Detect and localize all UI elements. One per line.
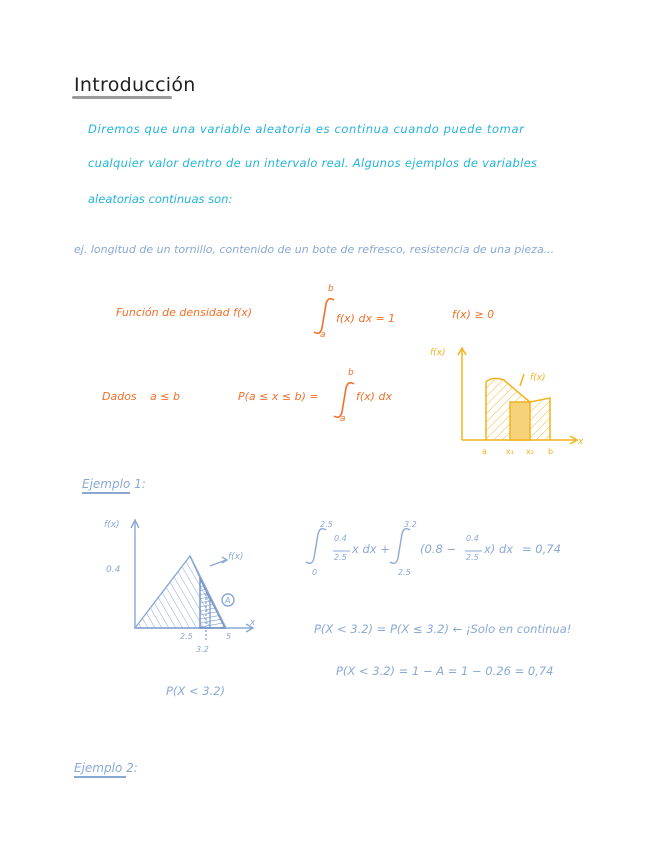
ex1-graph-curve-label: f(x) <box>228 552 244 562</box>
ex1-graph-xtick-3: 5 <box>226 632 232 641</box>
ex1-int2-lower: 2.5 <box>398 568 411 577</box>
density-graph <box>458 348 577 444</box>
ex1-graph-ylabel: f(x) <box>104 520 120 530</box>
density-condition: f(x) ≥ 0 <box>452 308 495 321</box>
ex1-int1-num: 0.4 <box>334 534 347 543</box>
given-upper-limit: b <box>348 368 354 378</box>
intro-line-3: aleatorias continuas son: <box>88 192 233 206</box>
density-lower-limit: a <box>320 330 326 340</box>
density-integral-sign <box>314 299 334 334</box>
ex1-int2-sign <box>390 529 410 564</box>
given-prob-lhs: P(a ≤ x ≤ b) = <box>238 390 319 403</box>
density-graph-tick-a: a <box>482 447 487 456</box>
density-graph-tick-x1: x₁ <box>506 447 514 456</box>
ex1-int1-lower: 0 <box>312 568 318 577</box>
ex1-int2-den: 2.5 <box>466 553 479 562</box>
given-label: Dados <box>102 390 137 403</box>
density-graph-tick-x2: x₂ <box>526 447 534 456</box>
density-graph-tick-b: b <box>548 447 554 456</box>
given-integral-expr: f(x) dx <box>356 390 392 403</box>
intro-line-1: Diremos que una variable aleatoria es continua cuando puede tomar <box>88 122 525 136</box>
ex1-int1-den: 2.5 <box>334 553 347 562</box>
example-1-label: Ejemplo 1: <box>82 477 146 491</box>
ex1-prob-caption: P(X < 3.2) <box>166 684 226 698</box>
ex1-int1-upper: 2.5 <box>320 520 333 529</box>
ex1-graph-ytick: 0.4 <box>106 565 121 575</box>
ex1-graph-xtick-2: 3.2 <box>196 645 209 654</box>
example-2-label: Ejemplo 2: <box>74 761 138 775</box>
intro-line-2: cualquier valor dentro de un intervalo real. Algunos ejemplos de variables <box>88 156 538 170</box>
ex1-int2-head: (0.8 − <box>420 542 457 556</box>
ex1-graph <box>131 520 256 642</box>
ex1-int2-result: = 0,74 <box>522 542 561 556</box>
ex1-graph-xlabel: x <box>250 618 256 628</box>
density-graph-curve-label: f(x) <box>530 373 546 383</box>
ex1-complement-line: P(X < 3.2) = 1 − A = 1 − 0.26 = 0,74 <box>336 664 554 678</box>
ex1-note-line: P(X < 3.2) = P(X ≤ 3.2) ← ¡Solo en continua! <box>314 622 572 636</box>
ex1-int2-num: 0.4 <box>466 534 479 543</box>
ex1-graph-xtick-1: 2.5 <box>180 632 193 641</box>
examples-line: ej. longitud de un tornillo, contenido de un bote de refresco, resistencia de una pieza... <box>74 243 555 256</box>
ex1-int1-sign <box>306 529 326 564</box>
page-title: Introducción <box>74 74 196 96</box>
ex1-graph-region-label: A <box>225 596 231 605</box>
density-graph-xlabel: x <box>578 437 584 447</box>
density-integral-expr: f(x) dx = 1 <box>336 312 396 325</box>
ex1-int2-upper: 3.2 <box>404 520 417 529</box>
density-upper-limit: b <box>328 284 334 294</box>
given-condition: a ≤ b <box>150 390 180 403</box>
given-integral-sign <box>334 383 354 418</box>
ex1-int2-tail: x) dx <box>484 542 514 556</box>
density-graph-ylabel: f(x) <box>430 348 446 358</box>
given-lower-limit: a <box>340 414 346 424</box>
density-label: Función de densidad f(x) <box>116 306 253 319</box>
ex1-int1-tail: x dx + <box>352 542 390 556</box>
